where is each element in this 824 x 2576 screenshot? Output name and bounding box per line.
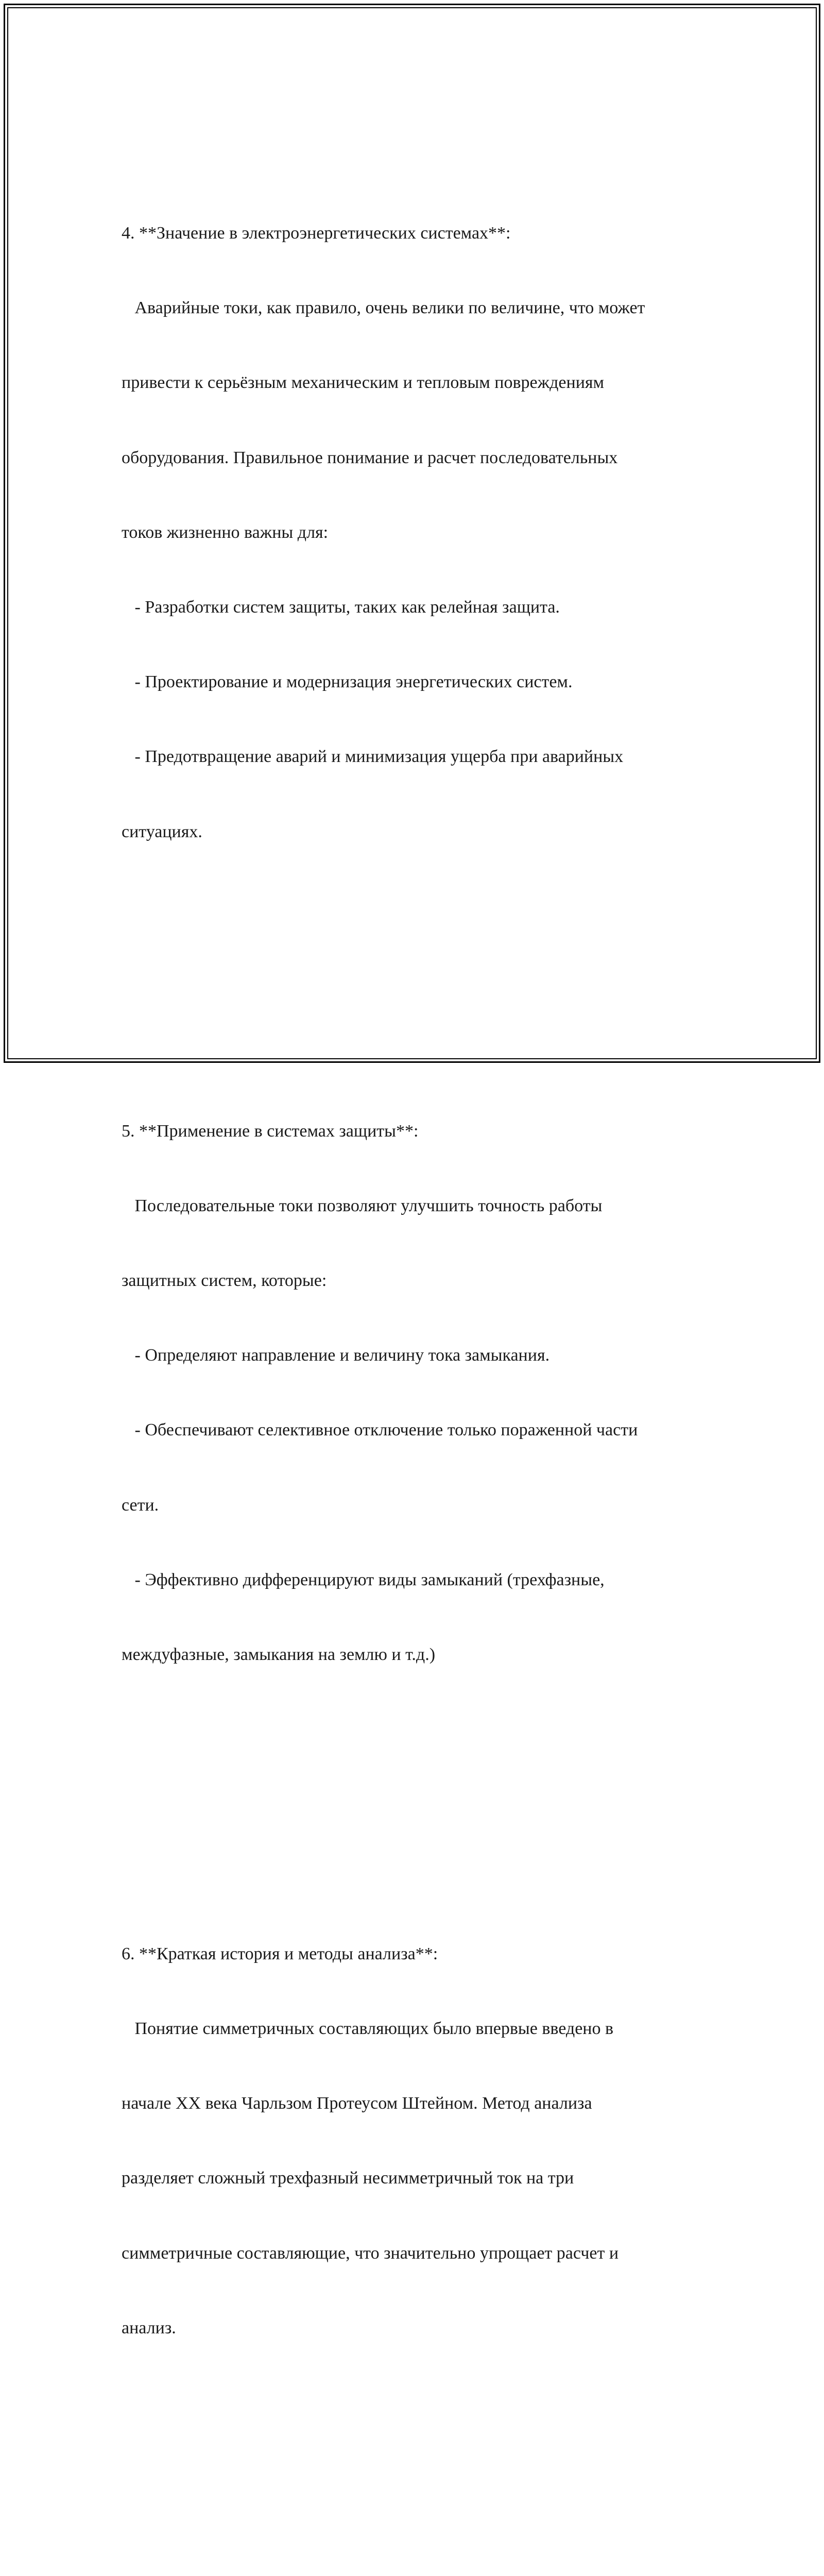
text-line: токов жизненно важны для: [122,522,329,542]
text-line: анализ. [122,2318,176,2337]
text-line: Понятие симметричных составляющих было впервые введено в [122,2019,614,2038]
section-heading: 5. **Применение в системах защиты**: [122,1121,419,1141]
list-item: - Разработки систем защиты, таких как релейная защита. [122,598,560,617]
document-body [122,96,703,2576]
text-line: сети. [122,1495,159,1515]
section-5 [122,1069,703,1717]
list-item: - Проектирование и модернизация энергетических систем. [122,672,573,692]
text-line: оборудования. Правильное понимание и расчет последовательных [122,448,618,467]
paragraph-gap [122,1767,703,1792]
text-line: симметричные составляющие, что значительно упрощает расчет и [122,2243,619,2263]
section-4 [122,171,703,894]
text-line: междуфазные, замыкания на землю и т.д.) [122,1645,436,1664]
text-line: разделяет сложный трехфазный несимметричный ток на три [122,2168,574,2188]
text-line: Аварийные токи, как правило, очень велики по величине, что может [122,298,645,318]
list-item: - Определяют направление и величину тока замыкания. [122,1346,550,1365]
text-line: защитных систем, которые: [122,1270,327,1290]
list-item: - Эффективно дифференцируют виды замыканий (трехфазные, [122,1570,605,1589]
list-item: - Предотвращение аварий и минимизация ущерба при аварийных [122,747,624,767]
section-heading: 4. **Значение в электроэнергетических системах**: [122,224,511,243]
text-line: начале XX века Чарльзом Протеусом Штейном. Метод анализа [122,2094,592,2113]
text-line: Последовательные токи позволяют улучшить точность работы [122,1196,603,1215]
text-line: ситуациях. [122,822,202,841]
list-item: - Обеспечивают селективное отключение только пораженной части [122,1420,638,1440]
text-line: привести к серьёзным механическим и тепловым повреждениям [122,373,605,393]
paragraph-gap [122,944,703,969]
section-heading: 6. **Краткая история и методы анализа**: [122,1944,438,1963]
section-6 [122,1892,703,2391]
paragraph-gap [122,2441,703,2465]
section-7 [122,2565,703,2576]
